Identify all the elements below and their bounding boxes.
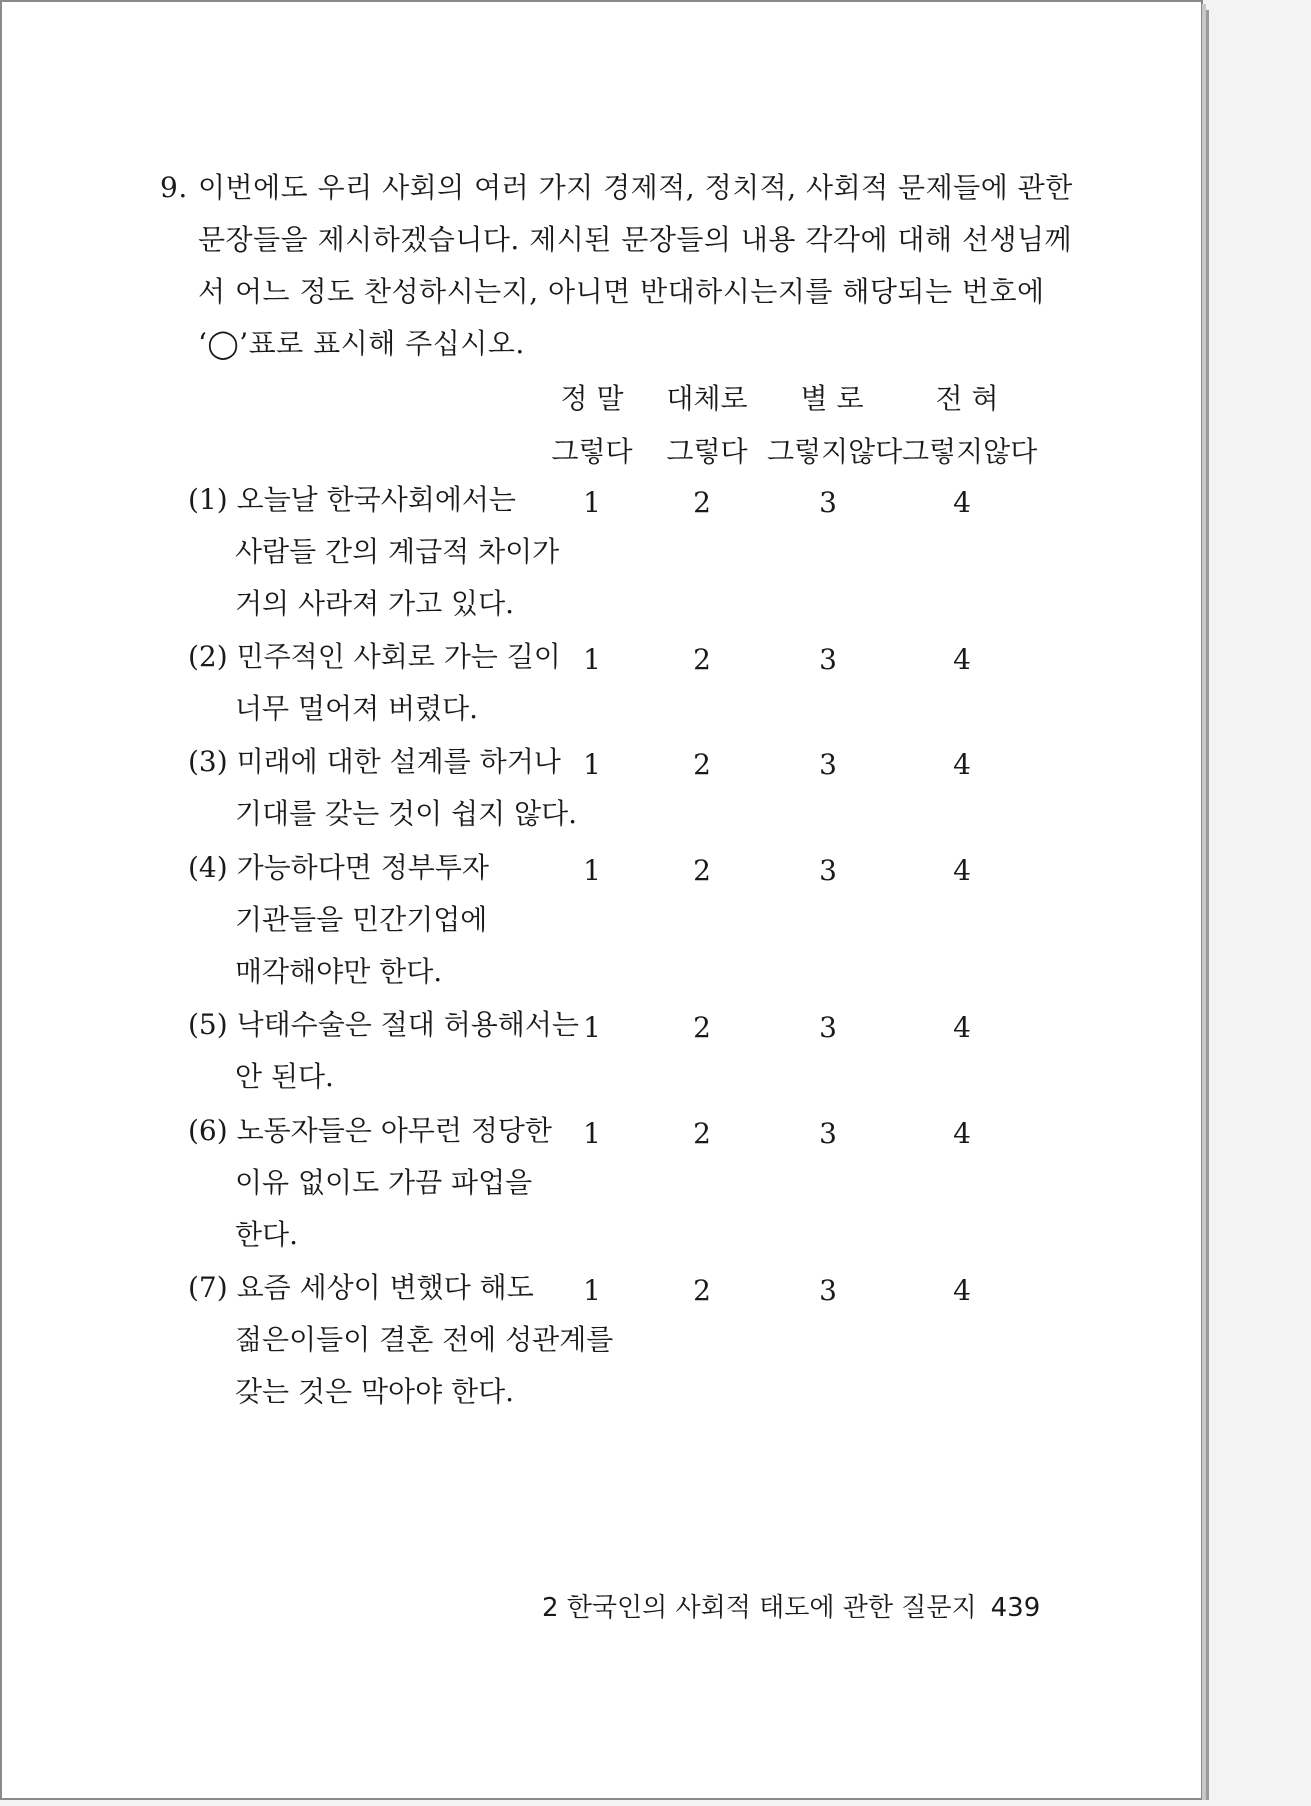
page-footer — [542, 1587, 1040, 1624]
item-label: (6) — [188, 1114, 228, 1147]
item-line: 미래에 대한 설계를 하거나 — [236, 745, 561, 778]
scale-header-2-bottom: 그렇다 — [666, 435, 748, 468]
question-9 — [160, 162, 1073, 370]
item-4-option-2[interactable]: 2 — [693, 854, 711, 887]
item-line: 요즘 세상이 변했다 해도 — [236, 1271, 534, 1304]
item-line: 민주적인 사회로 가는 길이 — [236, 640, 561, 673]
scale-header-2-top: 대체로 — [666, 382, 748, 415]
item-line: 기관들을 민간기업에 — [235, 903, 488, 936]
item-1-text — [188, 474, 608, 630]
item-line: 젊은이들이 결혼 전에 성관계를 — [235, 1323, 614, 1356]
item-7-text — [188, 1262, 614, 1418]
scale-header-3-bottom: 그렇지않다 — [767, 435, 903, 468]
question-line: 서 어느 정도 찬성하시는지, 아니면 반대하시는지를 해당되는 번호에 — [198, 275, 1045, 308]
item-label: (5) — [188, 1008, 228, 1041]
item-1-option-1[interactable]: 1 — [583, 486, 601, 519]
item-line: 이유 없이도 가끔 파업을 — [235, 1166, 533, 1199]
item-line: 거의 사라져 가고 있다. — [235, 587, 515, 620]
item-1-option-3[interactable]: 3 — [819, 486, 837, 519]
item-2-option-1[interactable]: 1 — [583, 643, 601, 676]
scale-header-1-top: 정 말 — [560, 382, 624, 415]
item-2-option-2[interactable]: 2 — [693, 643, 711, 676]
item-line: 노동자들은 아무런 정당한 — [236, 1114, 552, 1147]
item-label: (2) — [188, 640, 228, 673]
item-4-text — [188, 842, 608, 998]
chapter-title: 2 한국인의 사회적 태도에 관한 질문지 — [542, 1593, 977, 1623]
item-line: 너무 멀어져 버렸다. — [235, 692, 479, 725]
item-line: 기대를 갖는 것이 쉽지 않다. — [235, 797, 578, 830]
item-line: 사람들 간의 계급적 차이가 — [235, 535, 560, 568]
item-5-option-4[interactable]: 4 — [953, 1011, 971, 1044]
item-5-text — [188, 999, 608, 1103]
item-4-option-4[interactable]: 4 — [953, 854, 971, 887]
item-3-option-3[interactable]: 3 — [819, 748, 837, 781]
item-6-option-4[interactable]: 4 — [953, 1117, 971, 1150]
item-label: (7) — [188, 1271, 228, 1304]
item-5-option-2[interactable]: 2 — [693, 1011, 711, 1044]
item-line: 갖는 것은 막아야 한다. — [235, 1375, 515, 1408]
item-line: 오늘날 한국사회에서는 — [236, 483, 516, 516]
item-line: 안 된다. — [235, 1060, 334, 1093]
item-2-option-3[interactable]: 3 — [819, 643, 837, 676]
item-line: 매각해야만 한다. — [235, 955, 443, 988]
item-1-option-4[interactable]: 4 — [953, 486, 971, 519]
item-3-text — [188, 736, 608, 840]
item-4-option-1[interactable]: 1 — [583, 854, 601, 887]
page-number: 439 — [990, 1593, 1041, 1623]
item-5-option-1[interactable]: 1 — [583, 1011, 601, 1044]
item-6-option-3[interactable]: 3 — [819, 1117, 837, 1150]
item-6-option-2[interactable]: 2 — [693, 1117, 711, 1150]
item-line: 낙태수술은 절대 허용해서는 — [236, 1008, 579, 1041]
item-label: (1) — [188, 483, 228, 516]
item-2-text — [188, 631, 608, 735]
page-edge — [1206, 10, 1209, 1800]
scale-header-3-top: 별 로 — [800, 382, 864, 415]
question-text: 이번에도 우리 사회의 여러 가지 경제적, 정치적, 사회적 문제들에 관한 — [198, 171, 1073, 204]
question-line: ‘◯’표로 표시해 주십시오. — [198, 327, 525, 360]
question-number: 9. — [160, 171, 188, 204]
item-line: 가능하다면 정부투자 — [236, 851, 489, 884]
item-3-option-1[interactable]: 1 — [583, 748, 601, 781]
item-3-option-2[interactable]: 2 — [693, 748, 711, 781]
item-7-option-2[interactable]: 2 — [693, 1274, 711, 1307]
item-label: (4) — [188, 851, 228, 884]
item-5-option-3[interactable]: 3 — [819, 1011, 837, 1044]
scale-header-1-bottom: 그렇다 — [551, 435, 633, 468]
item-1-option-2[interactable]: 2 — [693, 486, 711, 519]
item-line: 한다. — [235, 1218, 298, 1251]
question-line: 문장들을 제시하겠습니다. 제시된 문장들의 내용 각각에 대해 선생님께 — [198, 223, 1073, 256]
item-label: (3) — [188, 745, 228, 778]
item-4-option-3[interactable]: 3 — [819, 854, 837, 887]
item-7-option-3[interactable]: 3 — [819, 1274, 837, 1307]
item-6-option-1[interactable]: 1 — [583, 1117, 601, 1150]
scale-header-4-bottom: 그렇지않다 — [902, 435, 1038, 468]
item-3-option-4[interactable]: 4 — [953, 748, 971, 781]
item-6-text — [188, 1105, 608, 1261]
question-line — [160, 162, 1073, 214]
item-7-option-1[interactable]: 1 — [583, 1274, 601, 1307]
item-7-option-4[interactable]: 4 — [953, 1274, 971, 1307]
scale-header-4-top: 전 혀 — [935, 382, 999, 415]
item-2-option-4[interactable]: 4 — [953, 643, 971, 676]
